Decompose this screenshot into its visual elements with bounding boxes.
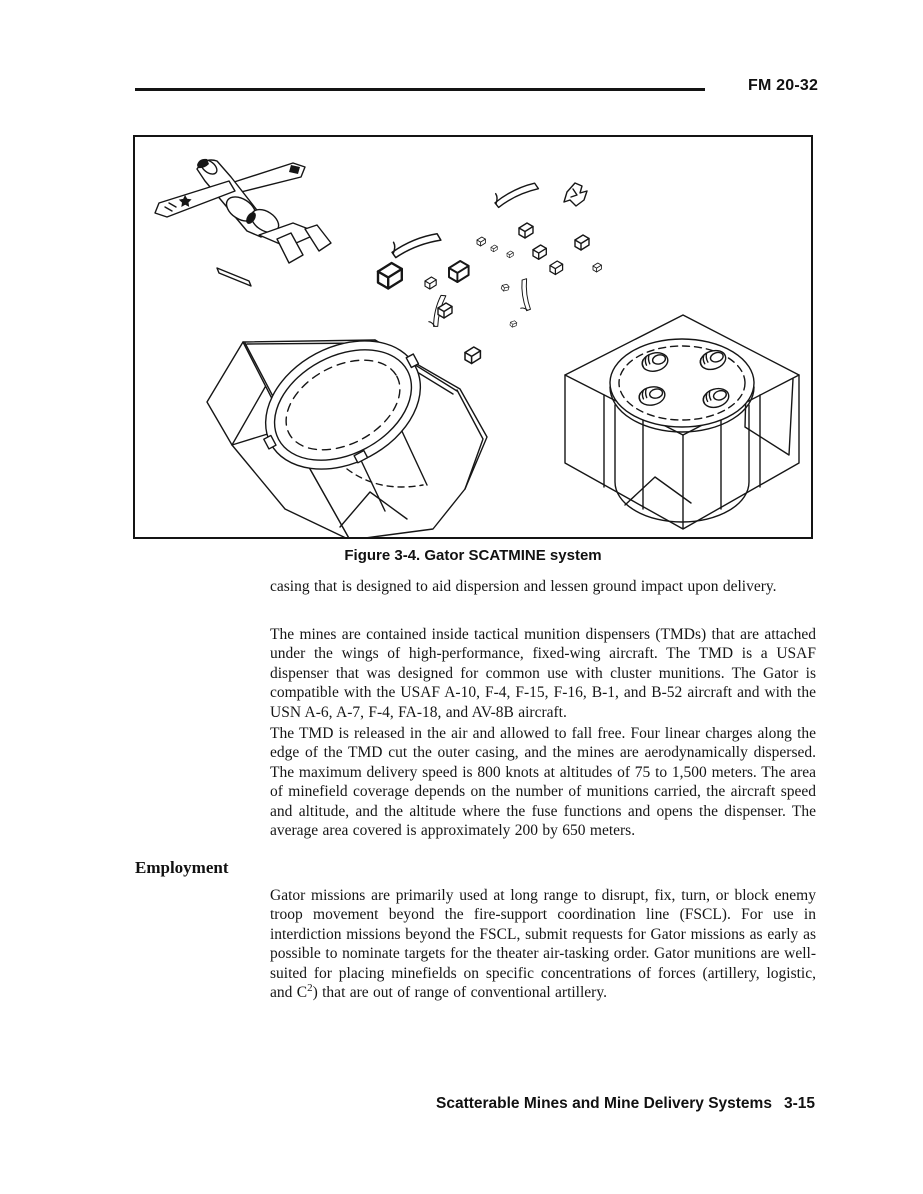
opened-tmd-dispenser-drawing bbox=[207, 313, 487, 537]
page-footer bbox=[436, 1095, 815, 1113]
superscript-2: 2 bbox=[307, 981, 313, 994]
paragraph-tmd-release: The TMD is released in the air and allowed to fall free. Four linear charges along the edge of the TMD cut the outer casing, and the mines are aerodynamically dispersed. The maximum delivery speed is 800 knots at altitudes of 75 to 1,500 meters. The area of minefield coverage depends on the number of munitions carried, the aircraft speed and altitude, and the altitude where the fuse functions and opens the dispenser. The average area covered is approximately 200 by 650 meters. bbox=[270, 725, 816, 840]
figure-caption: Figure 3-4. Gator SCATMINE system bbox=[344, 547, 602, 564]
doc-number: FM 20-32 bbox=[748, 77, 819, 94]
footer-page-number: 3-15 bbox=[783, 1095, 815, 1112]
paragraph-casing: casing that is designed to aid dispersion and lessen ground impact upon delivery. bbox=[270, 578, 777, 595]
header-rule bbox=[135, 88, 705, 91]
gator-scatmine-figure-drawing bbox=[135, 137, 811, 537]
employment-text-end: ) that are out of range of conventional artillery. bbox=[312, 984, 607, 1002]
section-heading-employment: Employment bbox=[135, 858, 229, 877]
footer-title: Scatterable Mines and Mine Delivery Systems bbox=[435, 1095, 772, 1112]
dispersed-mines-drawing bbox=[378, 183, 601, 364]
a10-aircraft-drawing bbox=[155, 157, 331, 286]
paragraph-tmd-aircraft: The mines are contained inside tactical munition dispensers (TMDs) that are attached under the wings of high-performance, fixed-wing aircraft. The TMD is a USAF dispenser that was designed for common use with cluster munitions. The Gator is compatible with the USAF A-10, F-4, F-15, F-16, B-1, and B-52 aircraft and with the USN A-6, A-7, F-4, FA-18, and AV-8B aircraft. bbox=[270, 626, 816, 721]
paragraph-employment bbox=[270, 886, 816, 1002]
mine-dispenser-drum-drawing bbox=[565, 315, 799, 529]
figure-box bbox=[133, 135, 813, 539]
employment-text-start: Gator missions are primarily used at long range to disrupt, fix, turn, or block enemy troop movement beyond the fire-support coordination line (FSCL). For use in interdiction missions beyond the FSCL, submit requests for Gator missions as early as possible to nominate targets for the theater air-tasking order. Gator munitions are well-suited for placing minefields on specific concentrations of forces (artillery, logistic, and C bbox=[270, 887, 816, 1002]
